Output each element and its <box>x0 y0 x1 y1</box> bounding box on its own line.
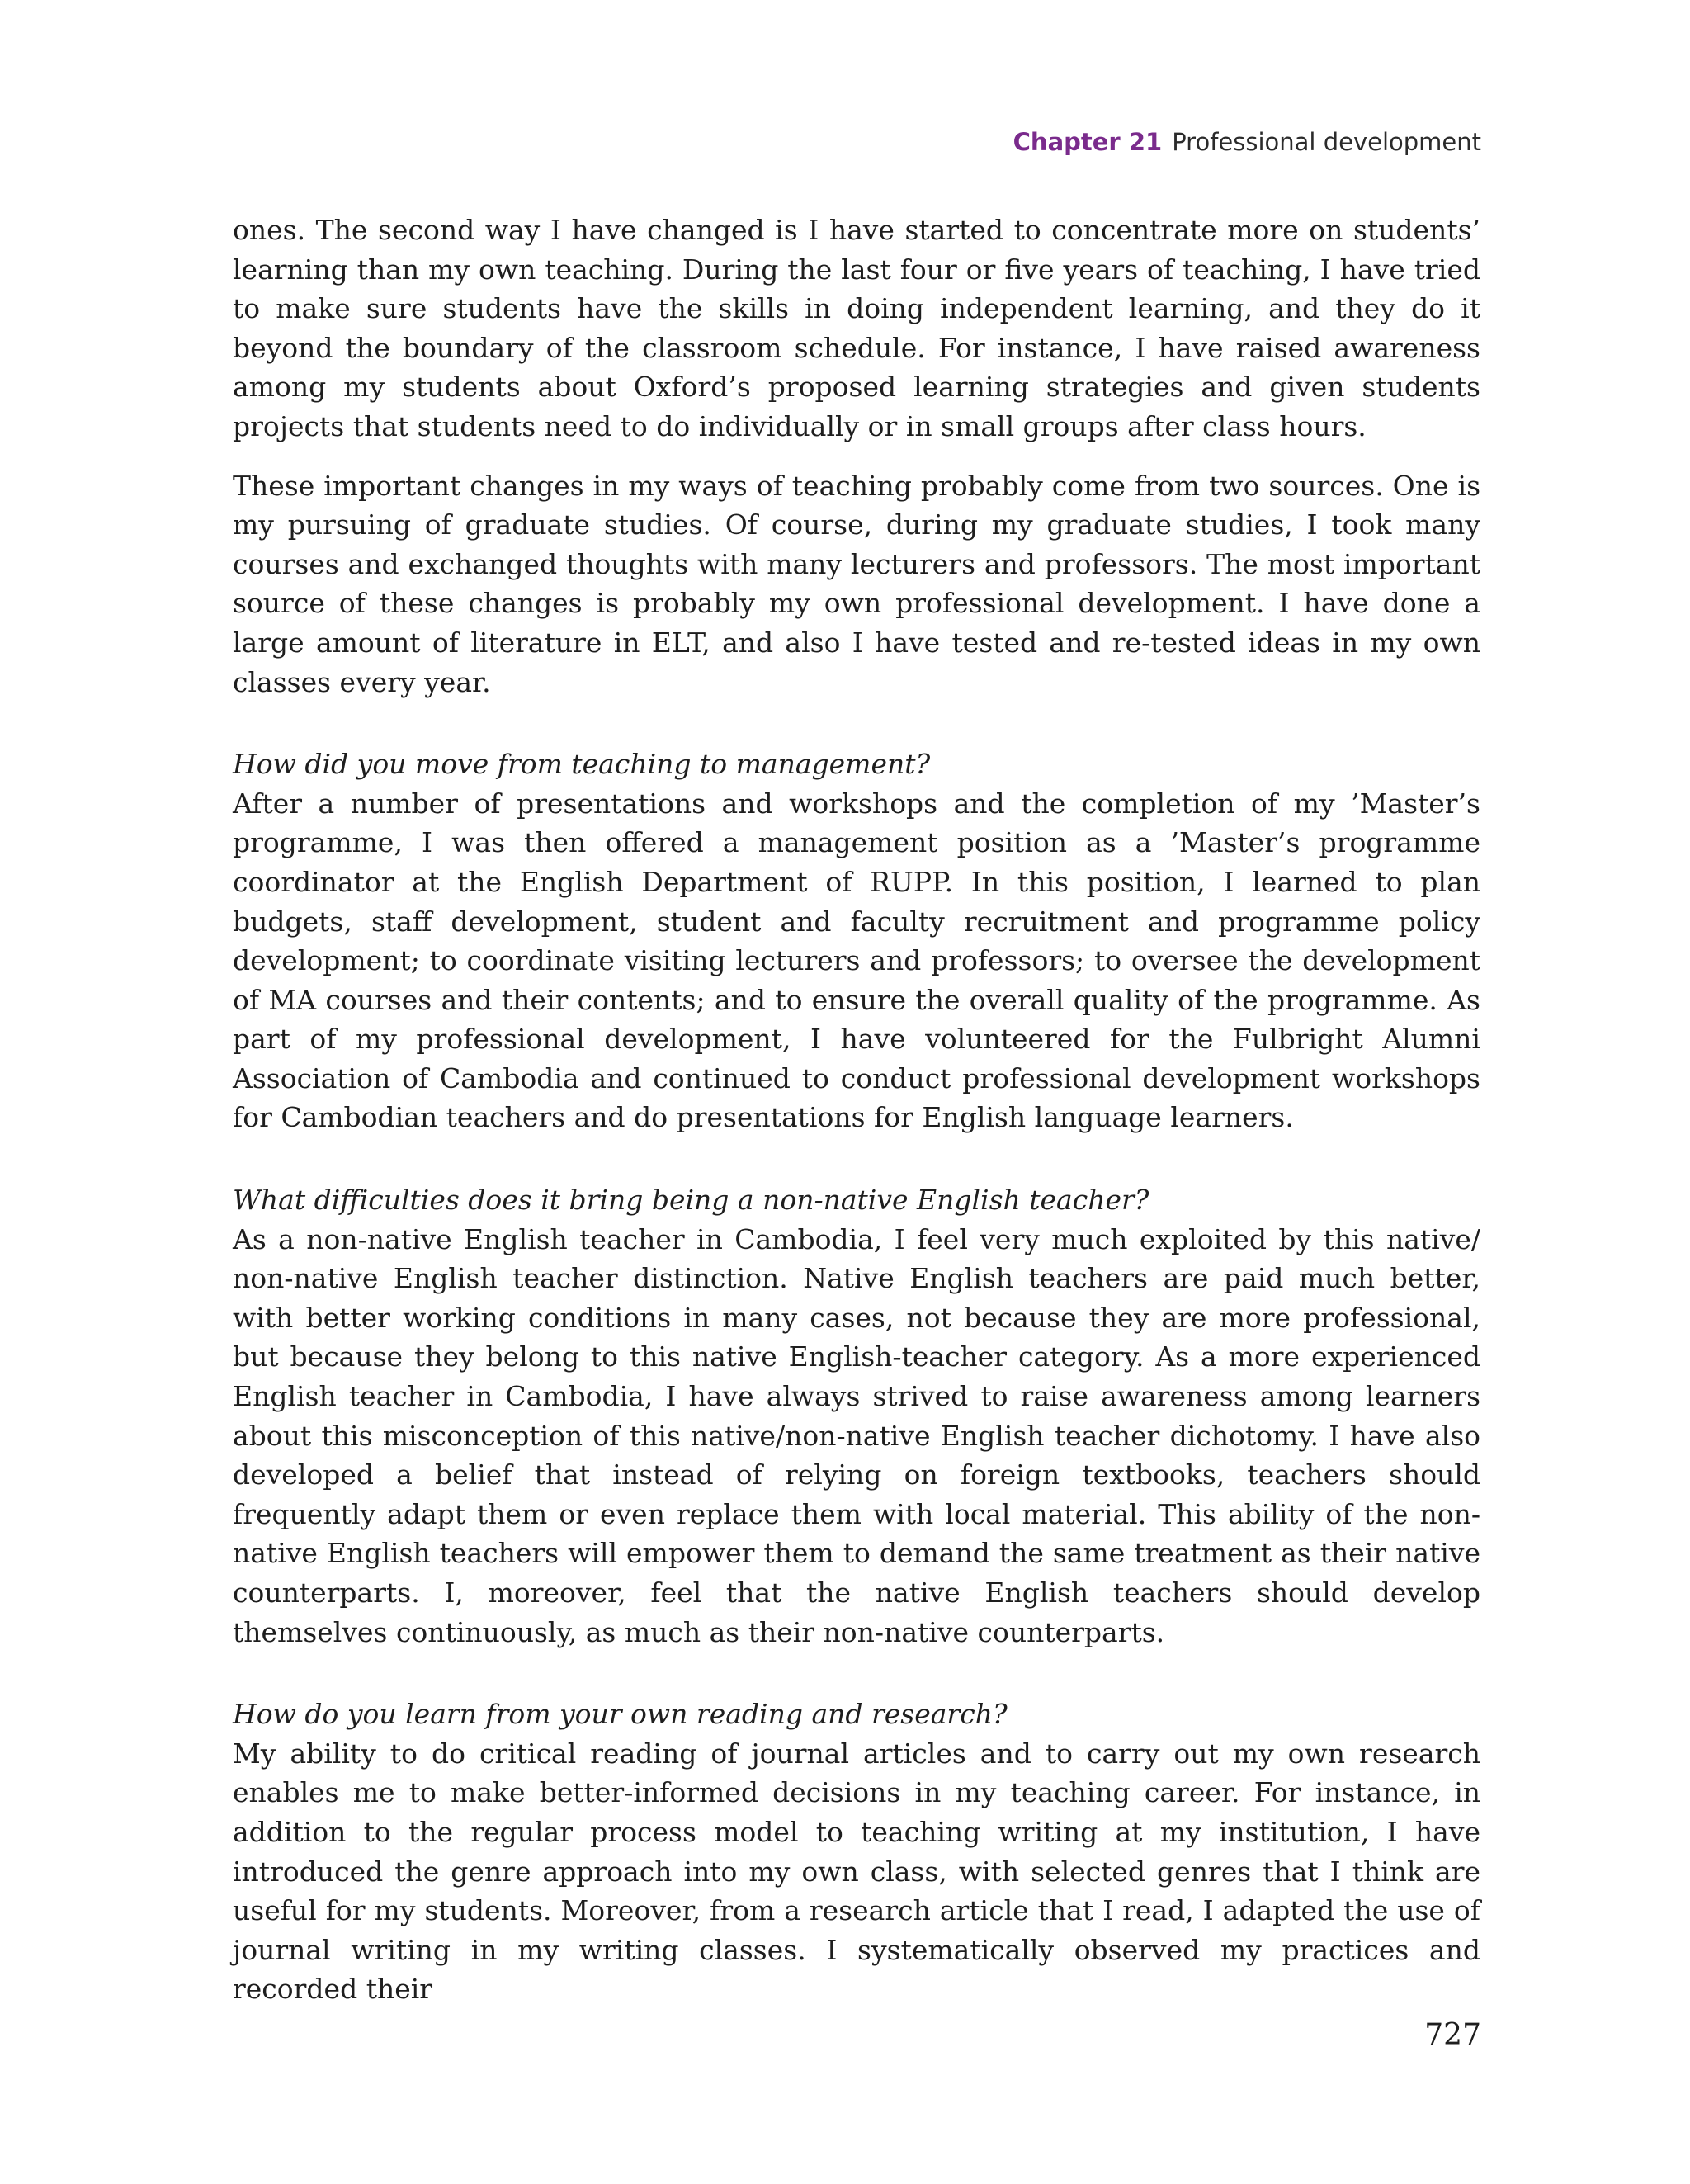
question-heading: How do you learn from your own reading and research? <box>233 1698 1008 1731</box>
paragraph-continuation: ones. The second way I have changed is I have started to concentrate more on students’ learning than my own teaching. During the last four or five years of teaching, I have tried to make sure students have the skills in doing independent learning, and they do it beyond the boundary of the classroom schedule. For instance, I have raised awareness among my students about Oxford’s proposed learning strategies and given students projects that students need to do individually or in small groups after class hours. <box>233 214 1480 442</box>
body-text <box>233 210 1480 2009</box>
running-head <box>1013 127 1481 157</box>
paragraph-spacer <box>233 447 1480 466</box>
section-spacer <box>233 1137 1480 1180</box>
section-spacer <box>233 1652 1480 1695</box>
chapter-title: Professional development <box>1172 128 1481 156</box>
page-number: 727 <box>1424 2018 1481 2052</box>
question-heading: How did you move from teaching to management? <box>233 748 931 781</box>
section-spacer <box>233 702 1480 745</box>
answer-paragraph: My ability to do critical reading of journal articles and to carry out my own research enables me to make better-informed decisions in my teaching career. For instance, in addition to the regular process model to teaching writing at my institution, I have introduced the genre approach into my own class, with selected genres that I think are useful for my students. Moreover, from a research article that I read, I adapted the use of journal writing in my writing classes. I systematically observed my practices and recorded their <box>233 1737 1480 2006</box>
answer-paragraph: As a non-native English teacher in Cambodia, I feel very much exploited by this native/ non-native English teacher distinction. Native English teachers are paid much better, with better working conditions in many cases, not because they are more professional, but because they belong to this native English-teacher category. As a more experienced English teacher in Cambodia, I have always strived to raise awareness among learners about this misconception of this native/non-native English teacher dichotomy. I have also developed a belief that instead of relying on foreign textbooks, teachers should frequently adapt them or even replace them with local material. This ability of the non-native English teachers will empower them to demand the same treatment as their native counterparts. I, moreover, feel that the native English teachers should develop themselves continuously, as much as their non-native counterparts. <box>233 1222 1480 1648</box>
question-heading: What difficulties does it bring being a non-native English teacher? <box>233 1184 1149 1217</box>
paragraph-sources: These important changes in my ways of teaching probably come from two sources. One is my pursuing of graduate studies. Of course, during my graduate studies, I took many courses and exchanged thoughts with many lecturers and professors. The most important source of these changes is probably my own professional development. I have done a large amount of literature in ELT, and also I have tested and re-tested ideas in my own classes every year. <box>233 469 1480 698</box>
answer-paragraph: After a number of presentations and workshops and the completion of my ’Master’s programme, I was then offered a management position as a ’Master’s programme coordinator at the English Department of RUPP. In this position, I learned to plan budgets, staff development, student and faculty recruitment and programme policy development; to coordinate visiting lecturers and professors; to oversee the development of MA courses and their contents; and to ensure the overall quality of the programme. As part of my professional development, I have volunteered for the Fulbright Alumni Association of Cambodia and continued to conduct professional development workshops for Cambodian teachers and do presentations for English language learners. <box>233 787 1480 1134</box>
chapter-label: Chapter 21 <box>1013 128 1163 156</box>
